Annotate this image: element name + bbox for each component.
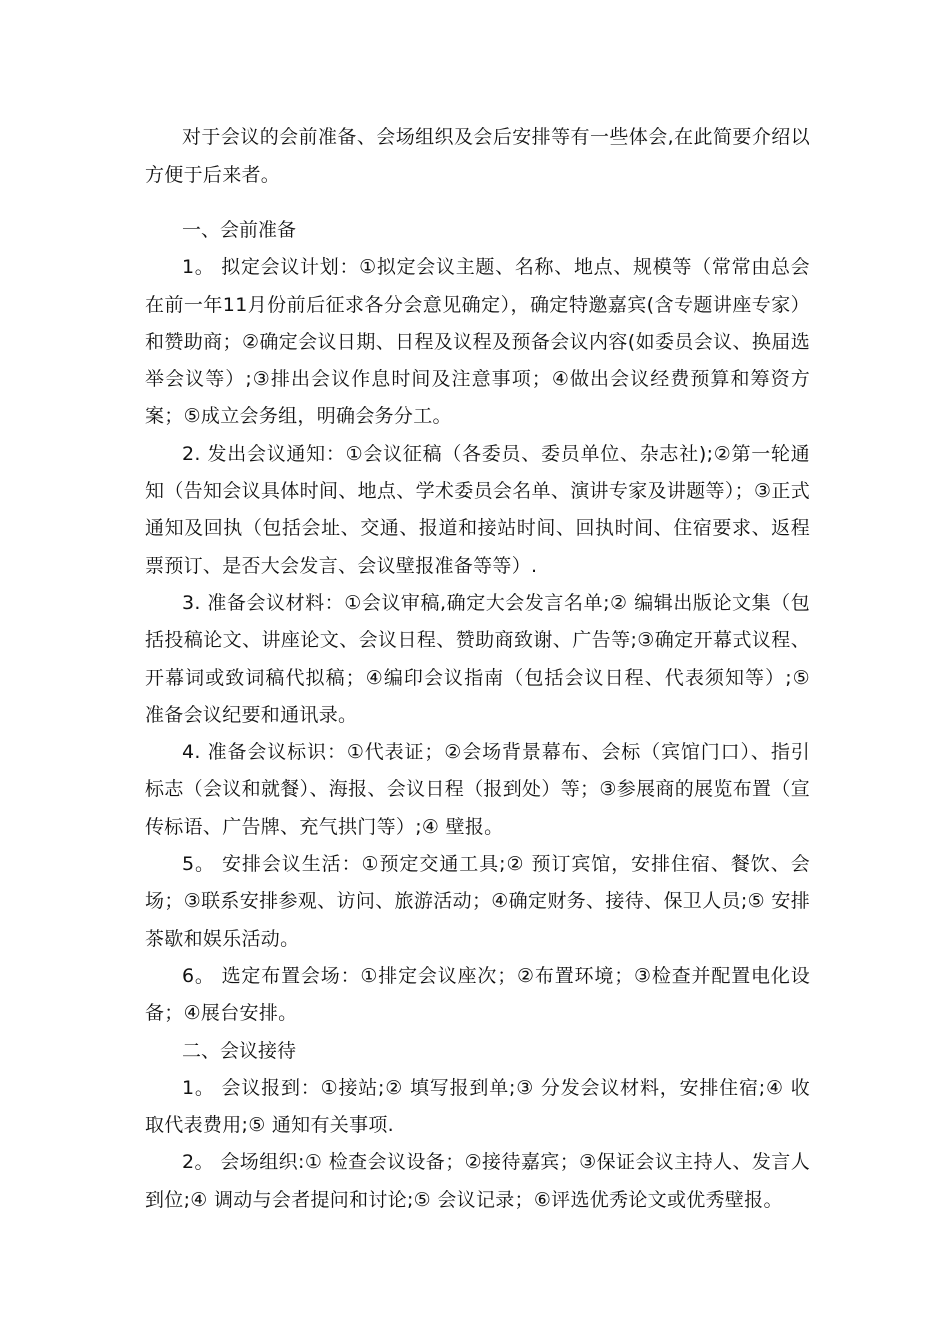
paragraph-materials: 3. 准备会议材料：①会议审稿,确定大会发言名单;② 编辑出版论文集（包括投稿论文、讲座论文、会议日程、赞助商致谢、广告等;③确定开幕式议程、开幕词或致词稿代拟稿；④编印会议指南（包括会议日程、代表须知等）;⑤ 准备会议纪要和通讯录。 bbox=[145, 591, 810, 726]
body-text bbox=[145, 212, 810, 1219]
paragraph-session: 2。 会场组织:① 检查会议设备；②接待嘉宾；③保证会议主持人、发言人到位;④ 调动与会者提问和讨论;⑤ 会议记录；⑥评选优秀论文或优秀壁报。 bbox=[145, 1151, 810, 1211]
paragraph-notice: 2. 发出会议通知：①会议征稿（各委员、委员单位、杂志社);②第一轮通知（告知会议具体时间、地点、学术委员会名单、演讲专家及讲题等）；③正式通知及回执（包括会址、交通、报道和接站时间、回执时间、住宿要求、返程票预订、是否大会发言、会议壁报准备等等）. bbox=[145, 442, 810, 577]
section-heading-reception: 二、会议接待 bbox=[182, 1039, 297, 1062]
paragraph-logistics: 5。 安排会议生活：①预定交通工具;② 预订宾馆，安排住宿、餐饮、会场；③联系安排参观、访问、旅游活动；④确定财务、接待、保卫人员;⑤ 安排茶歇和娱乐活动。 bbox=[145, 853, 810, 950]
intro-paragraph: 对于会议的会前准备、会场组织及会后安排等有一些体会,在此简要介绍以方便于后来者。 bbox=[145, 126, 810, 186]
paragraph-registration: 1。 会议报到：①接站;② 填写报到单;③ 分发会议材料，安排住宿;④ 收取代表费用;⑤ 通知有关事项. bbox=[145, 1076, 810, 1137]
paragraph-venue: 6。 选定布置会场：①排定会议座次；②布置环境；③检查并配置电化设备；④展台安排。 bbox=[145, 964, 810, 1025]
paragraph-plan: 1。 拟定会议计划：①拟定会议主题、名称、地点、规模等（常常由总会在前一年11月份前后征求各分会意见确定），确定特邀嘉宾(含专题讲座专家）和赞助商；②确定会议日期、日程及议程及预备会议内容(如委员会议、换届选举会议等）;③排出会议作息时间及注意事项；④做出会议经费预算和筹资方案；⑤成立会务组，明确会务分工。 bbox=[145, 256, 810, 428]
paragraph-signage: 4. 准备会议标识：①代表证；②会场背景幕布、会标（宾馆门口）、指引标志（会议和就餐）、海报、会议日程（报到处）等；③参展商的展览布置（宣传标语、广告牌、充气拱门等）;④ 壁报。 bbox=[145, 741, 810, 838]
intro-block bbox=[145, 118, 810, 194]
section-heading-preparation: 一、会前准备 bbox=[182, 219, 297, 241]
